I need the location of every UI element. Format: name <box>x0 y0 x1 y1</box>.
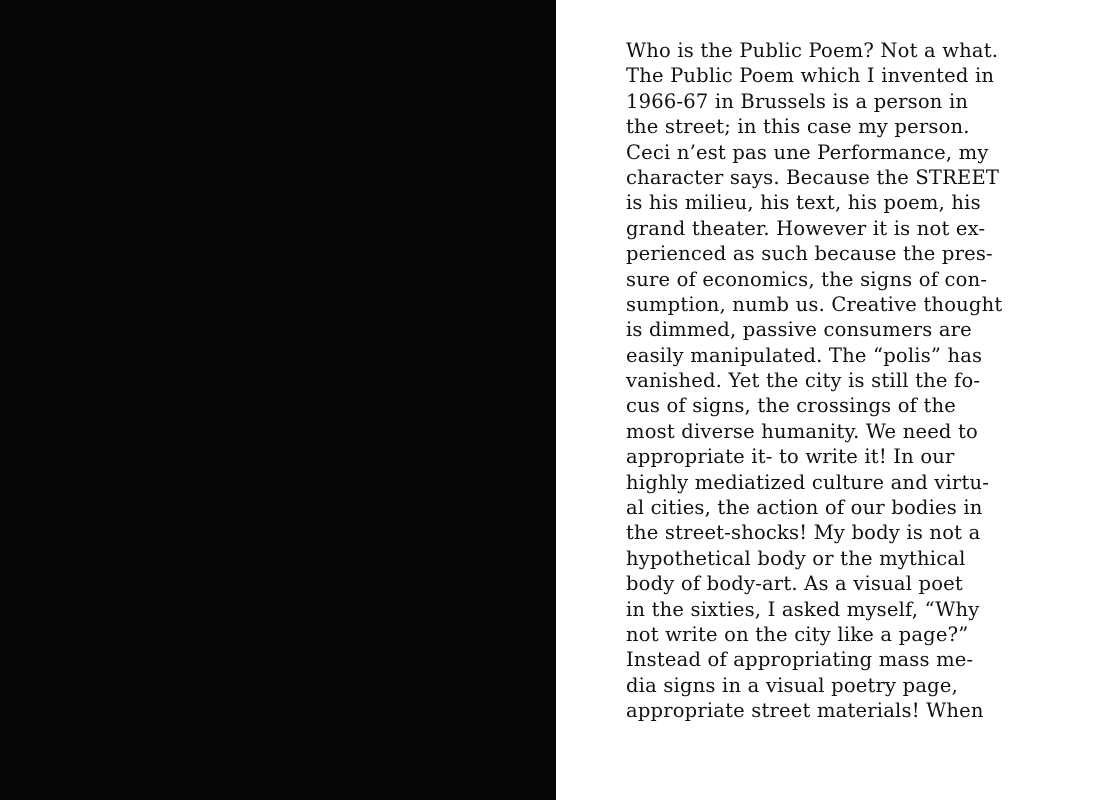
text-line: 1966-67 in Brussels is a person in <box>626 89 969 113</box>
text-line: Instead of appropriating mass me- <box>626 648 974 672</box>
text-line: grand theater. However it is not ex- <box>626 216 986 240</box>
text-line: is his milieu, his text, his poem, his <box>626 191 981 215</box>
text-line: vanished. Yet the city is still the fo- <box>626 369 981 393</box>
text-line: Who is the Public Poem? Not a what. <box>626 39 999 62</box>
text-line: is dimmed, passive consumers are <box>626 318 972 342</box>
text-right-page <box>556 0 1113 800</box>
text-line: body of body-art. As a visual poet <box>626 572 963 596</box>
text-line: character says. Because the STREET <box>626 165 1000 189</box>
poem-text-block <box>626 38 1096 724</box>
text-line: most diverse humanity. We need to <box>626 419 978 443</box>
text-line: appropriate street materials! When <box>626 699 984 723</box>
text-line: the street-shocks! My body is not a <box>626 521 981 545</box>
text-line: the street; in this case my person. <box>626 115 970 139</box>
text-line: appropriate it- to write it! In our <box>626 445 955 469</box>
text-line: sumption, numb us. Creative thought <box>626 292 1003 316</box>
text-line: perienced as such because the pres- <box>626 242 993 266</box>
text-line: hypothetical body or the mythical <box>626 546 966 570</box>
text-line: sure of economics, the signs of con- <box>626 267 988 291</box>
text-line: The Public Poem which I invented in <box>626 64 995 88</box>
text-line: cus of signs, the crossings of the <box>626 394 957 418</box>
text-line: highly mediatized culture and virtu- <box>626 470 990 494</box>
text-line: al cities, the action of our bodies in <box>626 496 983 520</box>
text-line: not write on the city like a page?” <box>626 622 969 646</box>
black-left-page <box>0 0 556 800</box>
text-line: dia signs in a visual poetry page, <box>626 673 958 697</box>
text-line: Ceci n’est pas une Performance, my <box>626 140 989 164</box>
text-line: easily manipulated. The “polis” has <box>626 343 983 367</box>
text-line: in the sixties, I asked myself, “Why <box>626 597 980 621</box>
